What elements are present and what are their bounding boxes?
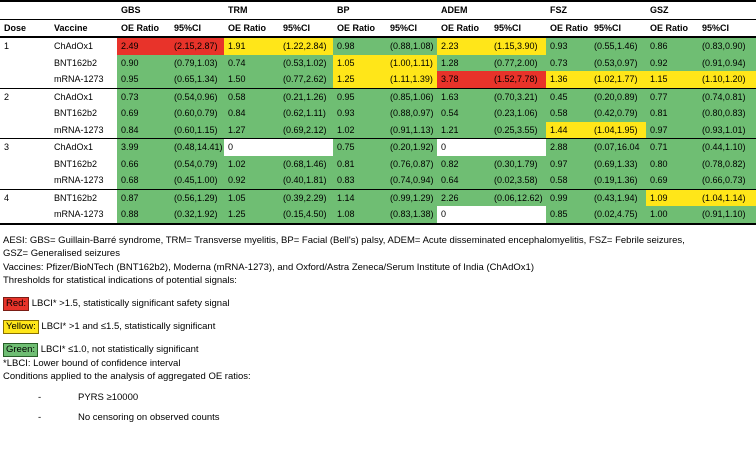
- oe-ratio-cell: 1.09: [646, 189, 698, 206]
- ci-cell: (0.21,1.26): [279, 88, 333, 105]
- ci-cell: (1.22,2.84): [279, 37, 333, 55]
- table-row: [0, 37, 756, 55]
- ci-cell: (0.70,3.21): [490, 88, 546, 105]
- oe-ratio-cell: 0.84: [117, 122, 170, 139]
- empty-header-cell: [50, 1, 117, 19]
- ci-cell: (0.91,1.10): [698, 206, 756, 224]
- table-row: [0, 105, 756, 122]
- oe-ratio-cell: 0.58: [546, 105, 590, 122]
- ci-cell: (0.20,0.89): [590, 88, 646, 105]
- col-header-oe: OE Ratio: [646, 19, 698, 37]
- ci-cell: (0.60,0.79): [170, 105, 224, 122]
- ci-cell: (0.88,0.97): [386, 105, 437, 122]
- oe-ratio-cell: 0.54: [437, 105, 490, 122]
- vaccine-cell: ChAdOx1: [50, 139, 117, 156]
- col-header-vaccine: Vaccine: [50, 19, 117, 37]
- oe-ratio-cell: 2.88: [546, 139, 590, 156]
- col-header-ci: 95%CI: [386, 19, 437, 37]
- oe-ratio-cell: 0.86: [646, 37, 698, 55]
- col-header-oe: OE Ratio: [333, 19, 386, 37]
- ci-cell: (1.04,1.14): [698, 189, 756, 206]
- aesi-definitions-line2: GSZ= Generalised seizures: [3, 248, 120, 259]
- red-swatch: Red:: [3, 297, 29, 311]
- oe-ratio-cell: 0.80: [646, 156, 698, 173]
- oe-ratio-cell: 0.68: [117, 172, 170, 189]
- table-row: [0, 122, 756, 139]
- ci-cell: (0.62,1.11): [279, 105, 333, 122]
- group-header-trm: TRM: [224, 1, 333, 19]
- oe-ratio-cell: 0.97: [646, 122, 698, 139]
- dose-cell: 3: [0, 139, 50, 156]
- oe-ratio-cell: 3.78: [437, 71, 490, 88]
- ci-cell: (0.69,2.12): [279, 122, 333, 139]
- legend-row-green: [3, 343, 752, 357]
- ci-cell: (2.15,2.87): [170, 37, 224, 55]
- legend-row-red: [3, 297, 752, 311]
- oe-ratio-cell: 0.87: [117, 189, 170, 206]
- ci-cell: (0.02,4.75): [590, 206, 646, 224]
- notes-section: [0, 225, 756, 425]
- dose-cell: [0, 156, 50, 173]
- ci-cell: [490, 139, 546, 156]
- vaccine-cell: mRNA-1273: [54, 209, 104, 219]
- oe-ratio-cell: 0.81: [333, 156, 386, 173]
- ci-cell: (0.45,1.00): [170, 172, 224, 189]
- oe-ratio-cell: 2.23: [437, 37, 490, 55]
- ci-cell: (0.25,3.55): [490, 122, 546, 139]
- ci-cell: (0.80,0.83): [698, 105, 756, 122]
- ci-cell: (0.20,1.92): [386, 139, 437, 156]
- ci-cell: (0.48,14.41): [170, 139, 224, 156]
- ci-cell: (0.66,0.73): [698, 172, 756, 189]
- ci-cell: (0.23,1.06): [490, 105, 546, 122]
- col-header-oe: OE Ratio: [546, 19, 590, 37]
- thresholds-heading: Thresholds for statistical indications of potential signals:: [3, 275, 237, 286]
- ci-cell: (0.85,1.06): [386, 88, 437, 105]
- condition-text: No censoring on observed counts: [78, 412, 220, 423]
- oe-ratio-cell: 2.26: [437, 189, 490, 206]
- oe-ratio-cell: 0.73: [546, 55, 590, 72]
- table-row: [0, 55, 756, 72]
- table-row: [0, 88, 756, 105]
- oe-table-body: [0, 37, 756, 224]
- ci-cell: (1.52,7.78): [490, 71, 546, 88]
- oe-ratio-cell: 1.05: [224, 189, 279, 206]
- oe-ratio-cell: 0: [437, 206, 490, 224]
- ci-cell: (0.91,0.94): [698, 55, 756, 72]
- ci-cell: (0.77,2.62): [279, 71, 333, 88]
- oe-ratio-cell: 1.02: [333, 122, 386, 139]
- group-header-adem: ADEM: [437, 1, 546, 19]
- oe-ratio-cell: 1.44: [546, 122, 590, 139]
- legend-text-green: LBCI* ≤1.0, not statistically significant: [40, 343, 199, 355]
- oe-ratio-cell: 0.77: [646, 88, 698, 105]
- ci-cell: (0.88,1.08): [386, 37, 437, 55]
- ci-cell: (0.44,1.10): [698, 139, 756, 156]
- oe-ratio-cell: 0.69: [117, 105, 170, 122]
- oe-ratio-cell: 0.64: [437, 172, 490, 189]
- ci-cell: (0.55,1.46): [590, 37, 646, 55]
- oe-ratio-cell: 0.81: [646, 105, 698, 122]
- group-header-fsz: FSZ: [546, 1, 646, 19]
- vaccine-definitions: Vaccines: Pfizer/BioNTech (BNT162b2), Moderna (mRNA-1273), and Oxford/Astra Zeneca/Serum Institute of India (ChAdOx1): [3, 261, 534, 273]
- oe-ratio-cell: 3.99: [117, 139, 170, 156]
- group-header-gbs: GBS: [117, 1, 224, 19]
- ci-cell: (0.53,0.97): [590, 55, 646, 72]
- oe-ratio-cell: 0.98: [333, 37, 386, 55]
- vaccine-cell: BNT162b2: [54, 158, 98, 169]
- ci-cell: (0.93,1.01): [698, 122, 756, 139]
- ci-cell: (0.83,0.90): [698, 37, 756, 55]
- oe-ratio-cell: 0.73: [117, 88, 170, 105]
- oe-ratio-table: [0, 0, 756, 225]
- ci-cell: (0.39,2.29): [279, 189, 333, 206]
- col-header-dose: Dose: [0, 19, 50, 37]
- vaccine-cell: mRNA-1273: [54, 175, 104, 185]
- ci-cell: (1.02,1.77): [590, 71, 646, 88]
- oe-ratio-cell: 1.05: [333, 55, 386, 72]
- oe-ratio-cell: 0: [224, 139, 279, 156]
- oe-ratio-cell: 1.00: [646, 206, 698, 224]
- lbci-footnote: *LBCI: Lower bound of confidence interval: [3, 357, 181, 369]
- ci-cell: (1.15,3.90): [490, 37, 546, 55]
- vaccine-cell: BNT162b2: [54, 108, 98, 118]
- dose-cell: [0, 122, 50, 139]
- oe-ratio-cell: 1.08: [333, 206, 386, 224]
- ci-cell: (0.91,1.13): [386, 122, 437, 139]
- ci-cell: (0.15,4.50): [279, 206, 333, 224]
- yellow-swatch: Yellow:: [3, 320, 39, 334]
- table-row: [0, 172, 756, 189]
- dose-cell: [0, 55, 50, 72]
- ci-cell: (1.11,1.39): [386, 71, 437, 88]
- oe-ratio-cell: 0.92: [646, 55, 698, 72]
- col-header-oe: OE Ratio: [117, 19, 170, 37]
- vaccine-cell: ChAdOx1: [50, 88, 117, 105]
- ci-cell: (0.06,12.62): [490, 189, 546, 206]
- oe-ratio-cell: 0.75: [333, 139, 386, 156]
- oe-ratio-cell: 1.25: [333, 71, 386, 88]
- condition-bullet-pyrs: [3, 391, 752, 405]
- ci-cell: (0.02,3.58): [490, 172, 546, 189]
- conditions-heading: Conditions applied to the analysis of aggregated OE ratios:: [3, 371, 251, 382]
- dose-cell: [0, 172, 50, 189]
- col-header-oe: OE Ratio: [437, 19, 490, 37]
- oe-ratio-cell: 0.58: [224, 88, 279, 105]
- oe-ratio-cell: 1.50: [224, 71, 279, 88]
- oe-ratio-cell: 2.49: [117, 37, 170, 55]
- oe-ratio-cell: 0.82: [437, 156, 490, 173]
- oe-ratio-cell: 0.93: [333, 105, 386, 122]
- ci-cell: (0.30,1.79): [490, 156, 546, 173]
- col-header-oe: OE Ratio: [224, 19, 279, 37]
- oe-ratio-cell: 0.45: [546, 88, 590, 105]
- aesi-definitions-line1: AESI: GBS= Guillain-Barré syndrome, TRM= Transverse myelitis, BP= Facial (Bell's) palsy, ADEM= Acute disseminated encephalomyelitis, FSZ= Febrile seizures,: [3, 234, 685, 246]
- ci-cell: (0.65,1.34): [170, 71, 224, 88]
- oe-ratio-cell: 0.92: [224, 172, 279, 189]
- oe-ratio-cell: 1.15: [646, 71, 698, 88]
- oe-ratio-cell: 0.99: [546, 189, 590, 206]
- dose-cell: 2: [0, 88, 50, 105]
- ci-cell: (0.74,0.94): [386, 172, 437, 189]
- legend-text-red: LBCI* >1.5, statistically significant safety signal: [31, 297, 230, 309]
- oe-ratio-cell: 0.69: [646, 172, 698, 189]
- group-header-gsz: GSZ: [646, 1, 756, 19]
- ci-cell: (0.76,0.87): [386, 156, 437, 173]
- legend-text-yellow: LBCI* >1 and ≤1.5, statistically significant: [41, 320, 216, 332]
- oe-ratio-cell: 0.95: [333, 88, 386, 105]
- ci-cell: (0.68,1.46): [279, 156, 333, 173]
- col-header-ci: 95%CI: [590, 19, 646, 37]
- ci-cell: (0.99,1.29): [386, 189, 437, 206]
- vaccine-cell: mRNA-1273: [54, 124, 104, 135]
- ci-cell: (0.78,0.82): [698, 156, 756, 173]
- oe-ratio-cell: 1.21: [437, 122, 490, 139]
- ci-cell: (0.69,1.33): [590, 156, 646, 173]
- ci-cell: (0.53,1.02): [279, 55, 333, 72]
- oe-ratio-cell: 1.36: [546, 71, 590, 88]
- oe-ratio-cell: 1.14: [333, 189, 386, 206]
- ci-cell: (0.42,0.79): [590, 105, 646, 122]
- vaccine-cell: mRNA-1273: [54, 74, 104, 84]
- dose-cell: 4: [0, 189, 50, 206]
- oe-ratio-cell: 0.90: [117, 55, 170, 72]
- vaccine-cell: BNT162b2: [50, 189, 117, 206]
- oe-ratio-cell: 0.58: [546, 172, 590, 189]
- oe-ratio-cell: 1.28: [437, 55, 490, 72]
- oe-ratio-cell: 0.83: [333, 172, 386, 189]
- col-header-ci: 95%CI: [490, 19, 546, 37]
- oe-ratio-cell: 1.91: [224, 37, 279, 55]
- ci-cell: (1.04,1.95): [590, 122, 646, 139]
- condition-text: PYRS ≥10000: [78, 391, 139, 403]
- table-row: [0, 156, 756, 173]
- ci-cell: (0.43,1.94): [590, 189, 646, 206]
- dose-cell: [0, 206, 50, 224]
- ci-cell: (0.54,0.96): [170, 88, 224, 105]
- vaccine-cell: BNT162b2: [54, 57, 98, 68]
- oe-ratio-cell: 0.97: [546, 156, 590, 173]
- empty-header-cell: [0, 1, 50, 19]
- col-header-ci: 95%CI: [279, 19, 333, 37]
- table-row: [0, 139, 756, 156]
- ci-cell: [279, 139, 333, 156]
- ci-cell: [490, 206, 546, 224]
- ci-cell: (0.79,1.03): [170, 55, 224, 72]
- ci-cell: (0.40,1.81): [279, 172, 333, 189]
- dose-cell: 1: [4, 41, 10, 51]
- ci-cell: (0.60,1.15): [170, 122, 224, 139]
- dose-cell: [0, 105, 50, 122]
- bullet-marker: -: [38, 412, 42, 423]
- dose-cell: [0, 71, 50, 88]
- oe-ratio-cell: 1.27: [224, 122, 279, 139]
- oe-ratio-cell: 1.25: [224, 206, 279, 224]
- ci-cell: (1.10,1.20): [698, 71, 756, 88]
- col-header-ci: 95%CI: [698, 19, 756, 37]
- legend-row-yellow: [3, 320, 752, 334]
- oe-ratio-cell: 0.74: [224, 55, 279, 72]
- oe-ratio-cell: 0.85: [546, 206, 590, 224]
- oe-ratio-cell: 1.63: [437, 88, 490, 105]
- ci-cell: (0.74,0.81): [698, 88, 756, 105]
- col-header-ci: 95%CI: [170, 19, 224, 37]
- condition-bullet-censoring: [3, 411, 752, 425]
- ci-cell: (0.54,0.79): [170, 156, 224, 173]
- table-row: [0, 206, 756, 224]
- ci-cell: (0.19,1.36): [590, 172, 646, 189]
- ci-cell: (0.83,1.38): [386, 206, 437, 224]
- ci-cell: (0.07,16.04: [590, 139, 646, 156]
- table-row: [0, 71, 756, 88]
- ci-cell: (1.00,1.11): [386, 55, 437, 72]
- table-row: [0, 189, 756, 206]
- aesi-group-header-row: [0, 1, 756, 19]
- group-header-bp: BP: [333, 1, 437, 19]
- oe-ratio-cell: 0.71: [646, 139, 698, 156]
- green-swatch: Green:: [3, 343, 38, 357]
- oe-ratio-cell: 0.84: [224, 105, 279, 122]
- oe-ratio-cell: 1.02: [224, 156, 279, 173]
- oe-ratio-cell: 0.88: [117, 206, 170, 224]
- vaccine-cell: ChAdOx1: [54, 41, 94, 51]
- oe-ratio-cell: 0.95: [117, 71, 170, 88]
- oe-ratio-cell: 0.93: [546, 37, 590, 55]
- ci-cell: (0.32,1.92): [170, 206, 224, 224]
- oe-ratio-cell: 0: [437, 139, 490, 156]
- ci-cell: (0.77,2.00): [490, 55, 546, 72]
- column-header-row: [0, 19, 756, 37]
- oe-ratio-cell: 0.66: [117, 156, 170, 173]
- ci-cell: (0.56,1.29): [170, 189, 224, 206]
- bullet-marker: -: [38, 391, 42, 403]
